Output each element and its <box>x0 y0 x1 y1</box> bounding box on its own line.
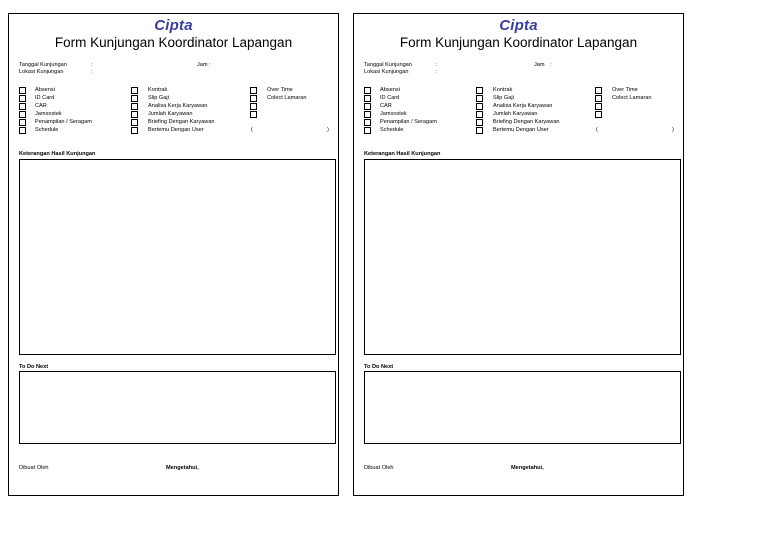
todo-label: To Do Next <box>364 364 394 370</box>
label-absensi: Absensi <box>35 87 55 93</box>
label-over-time: Over Time <box>612 87 638 93</box>
label-absensi: Absensi <box>380 87 400 93</box>
checkbox-briefing[interactable] <box>476 119 483 126</box>
checkbox-absensi[interactable] <box>19 87 26 94</box>
checkbox-kontrak[interactable] <box>476 87 483 94</box>
label-colect-lamaran: Colect Lamaran <box>612 95 652 101</box>
tanggal-kunjungan-label: Tanggal Kunjungan <box>19 62 67 68</box>
label-slip-gaji: Slip Gaji <box>148 95 169 101</box>
checkbox-slip-gaji[interactable] <box>131 95 138 102</box>
paren-close: ) <box>672 127 674 133</box>
dibuat-oleh-label: Dibuat Oleh <box>19 465 49 471</box>
label-car: CAR <box>35 103 47 109</box>
keterangan-textarea[interactable] <box>19 159 336 355</box>
label-briefing: Briefing Dengan Karyawan <box>493 119 560 125</box>
label-jumlah: Jumlah Karyawan <box>493 111 538 117</box>
checkbox-kontrak[interactable] <box>131 87 138 94</box>
checkbox-analisa[interactable] <box>131 103 138 110</box>
label-analisa: Analisa Kerja Karyawan <box>148 103 208 109</box>
checkbox-schedule[interactable] <box>19 127 26 134</box>
label-colect-lamaran: Colect Lamaran <box>267 95 307 101</box>
label-bertemu: Bertemu Dengan User <box>148 127 204 133</box>
checkbox-id-card[interactable] <box>364 95 371 102</box>
keterangan-label: Keterangan Hasil Kunjungan <box>19 151 96 157</box>
checkbox-car[interactable] <box>364 103 371 110</box>
label-id-card: ID Card <box>380 95 400 101</box>
paren-open: ( <box>251 127 253 133</box>
label-penampilan: Penampilan / Seragam <box>380 119 437 125</box>
label-schedule: Schedule <box>35 127 59 133</box>
checkbox-extra-1[interactable] <box>250 103 257 110</box>
jam-label: Jam <box>197 62 208 68</box>
visit-form-right <box>353 13 684 496</box>
jam-colon: : <box>209 62 211 68</box>
checkbox-car[interactable] <box>19 103 26 110</box>
lokasi-kunjungan-label: Lokasi Kunjungan <box>364 69 409 75</box>
checkbox-bertemu[interactable] <box>131 127 138 134</box>
lokasi-colon: : <box>436 69 438 75</box>
tanggal-kunjungan-label: Tanggal Kunjungan <box>364 62 412 68</box>
checkbox-id-card[interactable] <box>19 95 26 102</box>
label-kontrak: Kontrak <box>148 87 168 93</box>
todo-textarea[interactable] <box>364 371 681 444</box>
paren-open: ( <box>596 127 598 133</box>
label-over-time: Over Time <box>267 87 293 93</box>
label-car: CAR <box>380 103 392 109</box>
lokasi-colon: : <box>91 69 93 75</box>
checkbox-jumlah[interactable] <box>131 111 138 118</box>
label-jamsostek: Jamsostek <box>380 111 407 117</box>
dibuat-oleh-label: Dibuat Oleh <box>364 465 394 471</box>
keterangan-textarea[interactable] <box>364 159 681 355</box>
mengetahui-label: Mengetahui, <box>511 465 544 471</box>
todo-label: To Do Next <box>19 364 49 370</box>
tanggal-colon: : <box>436 62 438 68</box>
cipta-logo: Cipta <box>499 17 538 34</box>
checkbox-jumlah[interactable] <box>476 111 483 118</box>
jam-colon: : <box>550 62 552 68</box>
checkbox-extra-2[interactable] <box>595 111 602 118</box>
jam-label: Jam <box>534 62 545 68</box>
checkbox-briefing[interactable] <box>131 119 138 126</box>
checkbox-extra-1[interactable] <box>595 103 602 110</box>
checkbox-colect-lamaran[interactable] <box>250 95 257 102</box>
checkbox-over-time[interactable] <box>595 87 602 94</box>
mengetahui-label: Mengetahui, <box>166 465 199 471</box>
checkbox-analisa[interactable] <box>476 103 483 110</box>
label-bertemu: Bertemu Dengan User <box>493 127 549 133</box>
checkbox-jamsostek[interactable] <box>364 111 371 118</box>
checkbox-penampilan[interactable] <box>364 119 371 126</box>
label-schedule: Schedule <box>380 127 404 133</box>
label-briefing: Briefing Dengan Karyawan <box>148 119 215 125</box>
checkbox-colect-lamaran[interactable] <box>595 95 602 102</box>
label-slip-gaji: Slip Gaji <box>493 95 514 101</box>
checkbox-absensi[interactable] <box>364 87 371 94</box>
label-kontrak: Kontrak <box>493 87 513 93</box>
checkbox-over-time[interactable] <box>250 87 257 94</box>
keterangan-label: Keterangan Hasil Kunjungan <box>364 151 441 157</box>
paren-close: ) <box>327 127 329 133</box>
checkbox-extra-2[interactable] <box>250 111 257 118</box>
todo-textarea[interactable] <box>19 371 336 444</box>
checkbox-schedule[interactable] <box>364 127 371 134</box>
label-analisa: Analisa Kerja Karyawan <box>493 103 553 109</box>
form-title: Form Kunjungan Koordinator Lapangan <box>54 35 293 50</box>
label-jamsostek: Jamsostek <box>35 111 62 117</box>
checkbox-jamsostek[interactable] <box>19 111 26 118</box>
checkbox-slip-gaji[interactable] <box>476 95 483 102</box>
checkbox-bertemu[interactable] <box>476 127 483 134</box>
lokasi-kunjungan-label: Lokasi Kunjungan <box>19 69 64 75</box>
label-jumlah: Jumlah Karyawan <box>148 111 193 117</box>
checkbox-penampilan[interactable] <box>19 119 26 126</box>
cipta-logo: Cipta <box>154 17 193 34</box>
label-id-card: ID Card <box>35 95 55 101</box>
visit-form-left <box>8 13 339 496</box>
tanggal-colon: : <box>91 62 93 68</box>
form-title: Form Kunjungan Koordinator Lapangan <box>399 35 638 50</box>
label-penampilan: Penampilan / Seragam <box>35 119 92 125</box>
